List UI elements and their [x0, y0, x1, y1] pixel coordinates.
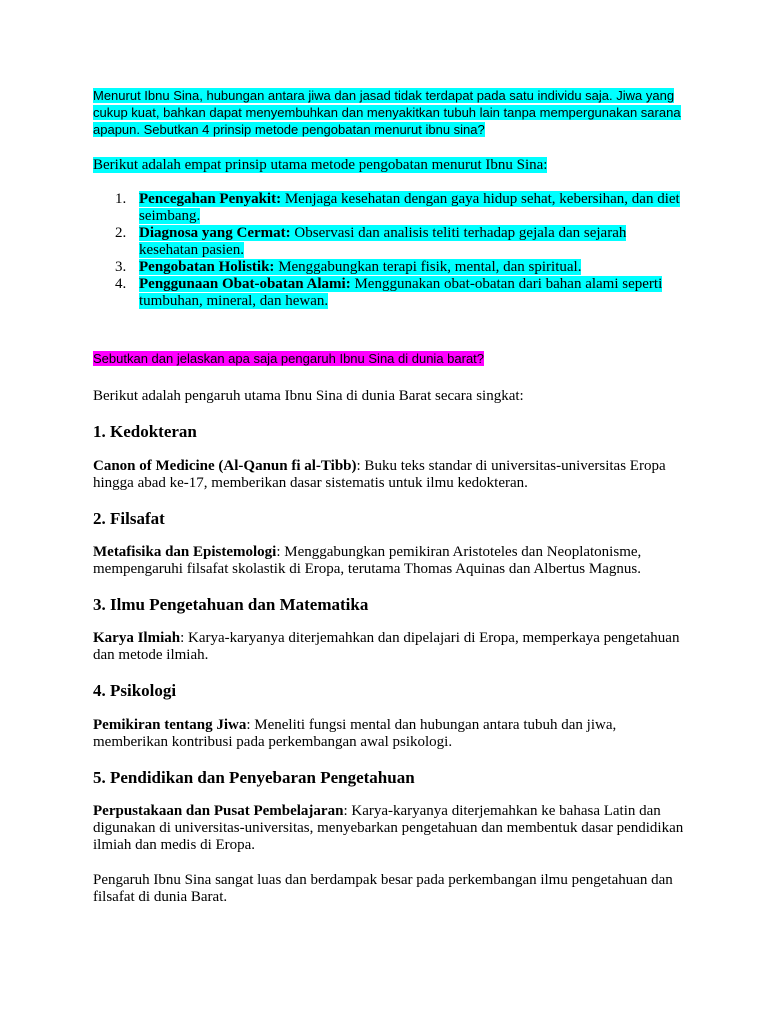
section-text: : Buku teks standar di universitas-universitas Eropa hingga abad ke-17, memberikan dasar sistematis untuk ilmu kedokteran.: [93, 458, 666, 491]
list-item-text: Menjaga kesehatan dengan gaya hidup sehat, kebersihan, dan diet seimbang.: [139, 191, 680, 224]
section-text: : Karya-karyanya diterjemahkan dan dipelajari di Eropa, memperkaya pengetahuan dan metode ilmiah.: [93, 630, 680, 663]
conclusion-paragraph: Pengaruh Ibnu Sina sangat luas dan berdampak besar pada perkembangan ilmu pengetahuan dan filsafat di dunia Barat.: [93, 872, 673, 905]
section-heading-ilmu-pengetahuan: 3. Ilmu Pengetahuan dan Matematika: [93, 595, 369, 614]
intro-1: [93, 157, 683, 174]
section-paragraph-pendidikan: [93, 803, 693, 854]
section-paragraph-ilmu-pengetahuan: [93, 630, 693, 664]
list-item: [110, 225, 680, 259]
list-item: [110, 191, 680, 225]
section-heading-pendidikan: 5. Pendidikan dan Penyebaran Pengetahuan: [93, 768, 415, 787]
section-heading-filsafat: 2. Filsafat: [93, 509, 165, 528]
list-item-title: Penggunaan Obat-obatan Alami:: [139, 276, 351, 292]
section-term: Perpustakaan dan Pusat Pembelajaran: [93, 803, 344, 819]
question-1-text: Menurut Ibnu Sina, hubungan antara jiwa dan jasad tidak terdapat pada satu individu saja. Jiwa yang cukup kuat, bahkan dapat menyembuhkan dan menyakitkan tubuh lain tanpa mempergunakan sarana apapun. Sebutkan 4 prinsip metode pengobatan menurut ibnu sina?: [93, 88, 681, 137]
question-2: [93, 350, 683, 367]
section-text: : Menggabungkan pemikiran Aristoteles dan Neoplatonisme, mempengaruhi filsafat skolastik di Eropa, terutama Thomas Aquinas dan Albertus Magnus.: [93, 544, 642, 577]
section-paragraph-psikologi: [93, 717, 693, 751]
list-item-text: Observasi dan analisis teliti terhadap gejala dan sejarah kesehatan pasien.: [139, 225, 627, 258]
section-text: : Karya-karyanya diterjemahkan ke bahasa Latin dan digunakan di universitas-universitas, menyebarkan pengetahuan dan membentuk dasar pendidikan ilmiah dan medis di Eropa.: [93, 803, 684, 853]
list-item-title: Pencegahan Penyakit:: [139, 191, 282, 207]
list-item-number: 3.: [115, 259, 127, 275]
list-item-number: 2.: [115, 225, 127, 241]
intro-2: Berikut adalah pengaruh utama Ibnu Sina di dunia Barat secara singkat:: [93, 388, 524, 404]
list-item-title: Diagnosa yang Cermat:: [139, 225, 291, 241]
list-item-text: Menggunakan obat-obatan dari bahan alami seperti tumbuhan, mineral, dan hewan.: [139, 276, 663, 309]
section-term: Canon of Medicine (Al-Qanun fi al-Tibb): [93, 458, 357, 474]
section-term: Metafisika dan Epistemologi: [93, 544, 277, 560]
intro-1-text: Berikut adalah empat prinsip utama metode pengobatan menurut Ibnu Sina:: [93, 157, 548, 173]
section-text: : Meneliti fungsi mental dan hubungan antara tubuh dan jiwa, memberikan kontribusi pada perkembangan awal psikologi.: [93, 717, 617, 750]
section-term: Karya Ilmiah: [93, 630, 181, 646]
section-paragraph-filsafat: [93, 544, 693, 578]
section-heading-kedokteran: 1. Kedokteran: [93, 422, 197, 441]
question-2-text: Sebutkan dan jelaskan apa saja pengaruh Ibnu Sina di dunia barat?: [93, 351, 485, 366]
principles-list: [110, 191, 680, 310]
list-item-title: Pengobatan Holistik:: [139, 259, 275, 275]
list-item: [110, 276, 680, 310]
section-term: Pemikiran tentang Jiwa: [93, 717, 247, 733]
list-item-text: Menggabungkan terapi fisik, mental, dan spiritual.: [274, 259, 582, 275]
section-paragraph-kedokteran: [93, 458, 693, 492]
list-item: [110, 259, 680, 276]
list-item-number: 4.: [115, 276, 127, 292]
section-heading-psikologi: 4. Psikologi: [93, 681, 177, 700]
question-1: [93, 87, 683, 138]
list-item-number: 1.: [115, 191, 127, 207]
